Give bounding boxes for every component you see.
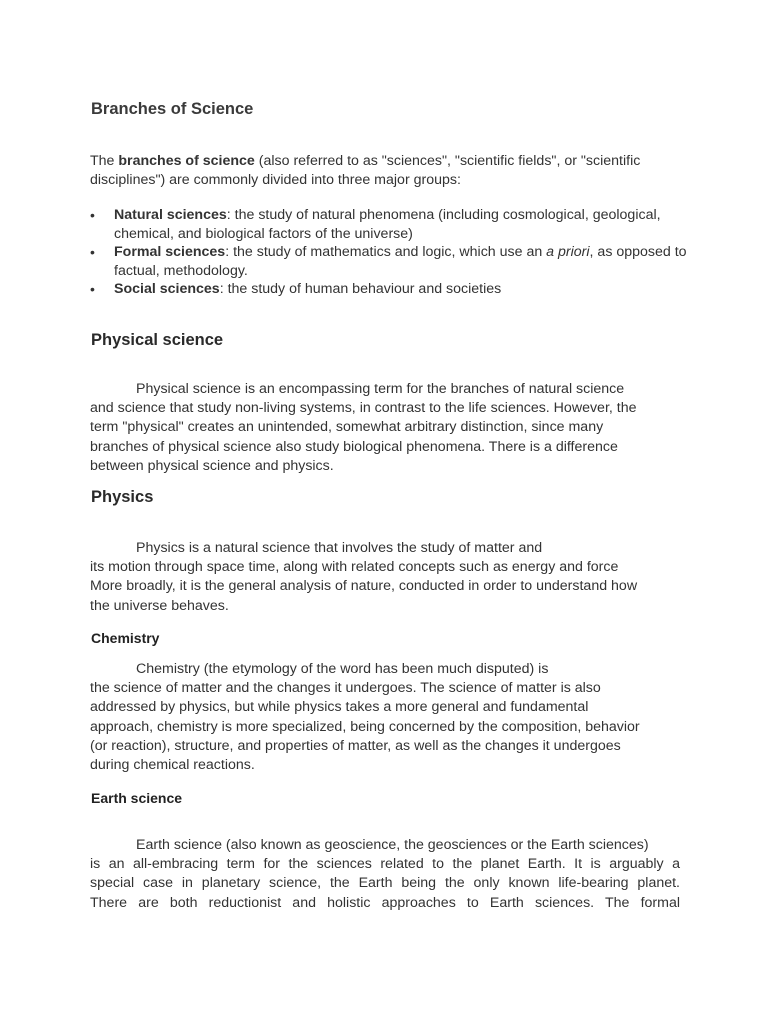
- text-line: is an all-embracing term for the sciences related to the planet Earth. It is arguably a: [90, 856, 680, 873]
- heading-physics: Physics: [91, 488, 154, 506]
- chemistry-paragraph: [90, 660, 678, 775]
- bullet-term: Natural sciences: [114, 207, 227, 223]
- earth-science-paragraph: [90, 836, 680, 913]
- document-title: Branches of Science: [91, 100, 254, 118]
- intro-bold: branches of science: [118, 153, 255, 169]
- heading-earth-science: Earth science: [91, 790, 183, 806]
- intro-paragraph: [90, 152, 690, 190]
- intro-post: (also referred to as "sciences", "scientific fields", or "scientific disciplines") are commonly divided into three major groups:: [90, 153, 641, 188]
- text-line: More broadly, it is the general analysis of nature, conducted in order to understand how: [90, 578, 638, 595]
- bullet-icon: •: [90, 244, 95, 261]
- text-line: special case in planetary science, the Earth being the only known life-bearing planet.: [90, 875, 680, 892]
- text-line: (or reaction), structure, and properties of matter, as well as the changes it undergoes: [90, 737, 621, 754]
- text-line: during chemical reactions.: [90, 757, 255, 774]
- bullet-term: Formal sciences: [114, 244, 226, 261]
- heading-chemistry: Chemistry: [91, 630, 160, 646]
- bullet-text: : the study of natural phenomena (including cosmological, geological, chemical, and biological factors of the universe): [114, 207, 661, 242]
- list-item: [90, 243, 690, 280]
- text-line: the universe behaves.: [90, 597, 229, 614]
- text-line: There are both reductionist and holistic approaches to Earth sciences. The formal: [90, 894, 680, 911]
- text-line: term "physical" creates an unintended, somewhat arbitrary distinction, since many: [90, 419, 604, 436]
- heading-physical-science: Physical science: [91, 331, 224, 349]
- bullet-icon: •: [90, 207, 95, 223]
- text-line: Chemistry (the etymology of the word has been much disputed) is: [136, 661, 549, 677]
- physics-paragraph: [90, 539, 678, 616]
- text-line: branches of physical science also study biological phenomena. There is a difference: [90, 438, 618, 455]
- list-item: [90, 206, 690, 243]
- text-line: and science that study non-living systems, in contrast to the life sciences. However, the: [90, 400, 637, 417]
- bullet-icon: •: [90, 281, 95, 298]
- bullet-text-2: , as opposed to factual, methodology.: [114, 244, 687, 279]
- text-line: Physics is a natural science that involves the study of matter and: [136, 540, 543, 556]
- text-line: its motion through space time, along with related concepts such as energy and force: [90, 559, 619, 576]
- text-line: addressed by physics, but while physics takes a more general and fundamental: [90, 699, 589, 716]
- intro-pre: The: [90, 153, 119, 169]
- bullet-text: : the study of mathematics and logic, which use an: [225, 244, 547, 261]
- science-groups-list: [90, 206, 690, 299]
- text-line: Physical science is an encompassing term for the branches of natural science: [136, 381, 625, 397]
- physical-science-paragraph: [90, 380, 678, 476]
- text-line: the science of matter and the changes it undergoes. The science of matter is also: [90, 680, 601, 697]
- bullet-term: Social sciences: [114, 281, 220, 298]
- list-item: [90, 280, 690, 299]
- bullet-italic: a priori: [546, 244, 590, 261]
- text-line: approach, chemistry is more specialized, being concerned by the composition, behavior: [90, 718, 640, 735]
- text-line: between physical science and physics.: [90, 457, 334, 474]
- bullet-text: : the study of human behaviour and societies: [219, 281, 502, 298]
- text-line: Earth science (also known as geoscience, the geosciences or the Earth sciences): [136, 837, 649, 853]
